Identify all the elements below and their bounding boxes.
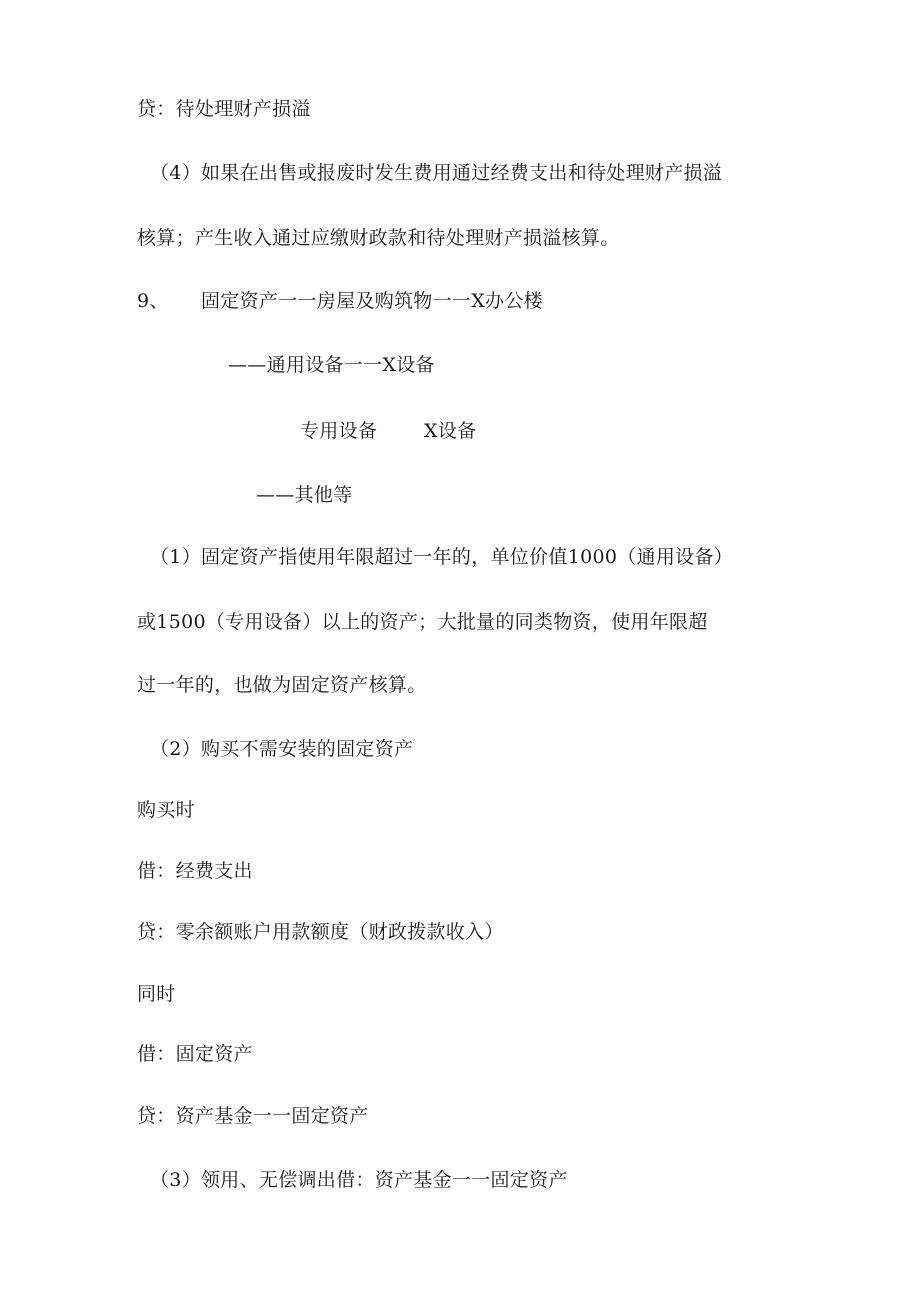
text-line: 同时 (137, 983, 176, 1005)
text-line: 固定资产一一房屋及购筑物一一X办公楼 (201, 290, 543, 312)
section-number: 9、 (137, 290, 169, 312)
text-line: 贷：待处理财产损溢 (137, 98, 311, 120)
text-line: 借：经费支出 (137, 860, 253, 882)
text-line: （2）购买不需安装的固定资产 (150, 738, 414, 760)
text-line: （3）领用、无偿调出借：资产基金一一固定资产 (150, 1169, 568, 1191)
text-line: 贷：资产基金一一固定资产 (137, 1105, 369, 1127)
text-line: （1）固定资产指使用年限超过一年的，单位价值1000（通用设备） (150, 546, 734, 568)
text-line: 核算；产生收入通过应缴财政款和待处理财产损溢核算。 (137, 227, 620, 249)
text-line: 或1500（专用设备）以上的资产；大批量的同类物资，使用年限超 (137, 611, 708, 633)
text-line: （4）如果在出售或报废时发生费用通过经费支出和待处理财产损溢 (150, 162, 723, 184)
text-line: 购买时 (137, 799, 195, 821)
text-line: 过一年的，也做为固定资产核算。 (137, 674, 427, 696)
text-line: 专用设备 (300, 420, 378, 442)
text-line: 贷：零余额账户用款额度（财政拨款收入） (137, 921, 504, 943)
text-line: ——通用设备一一X设备 (228, 354, 435, 376)
text-line: X设备 (424, 420, 477, 442)
text-line: ——其他等 (256, 484, 353, 506)
text-line: 借：固定资产 (137, 1043, 253, 1065)
